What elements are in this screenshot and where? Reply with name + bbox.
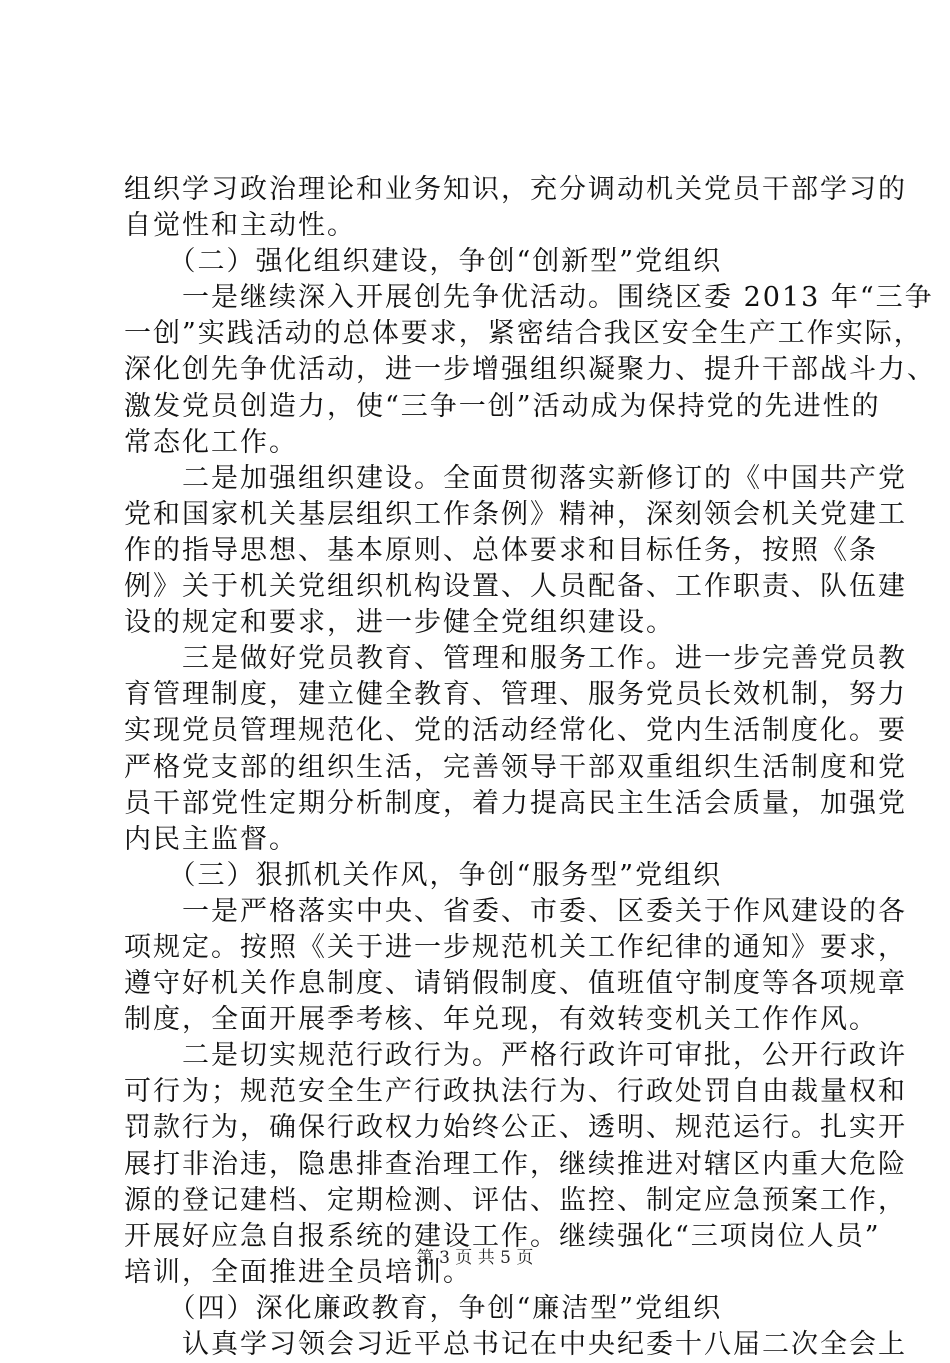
text-line: 源的登记建档、定期检测、评估、监控、制定应急预案工作，: [124, 1184, 907, 1216]
text-line: 一是继续深入开展创先争优活动。围绕区委 2013 年“三争: [124, 282, 934, 314]
text-line: 二是加强组织建设。全面贯彻落实新修订的《中国共产党: [124, 462, 907, 494]
text-line: 激发党员创造力，使“三争一创”活动成为保持党的先进性的: [124, 390, 881, 422]
text-line: 组织学习政治理论和业务知识，充分调动机关党员干部学习的: [124, 174, 907, 205]
text-line: 党和国家机关基层组织工作条例》精神，深刻领会机关党建工: [124, 498, 907, 530]
text-line: 制度，全面开展季考核、年兑现，有效转变机关工作作风。: [124, 1004, 878, 1036]
text-line: 三是做好党员教育、管理和服务工作。进一步完善党员教: [124, 643, 907, 675]
text-line: 可行为；规范安全生产行政执法行为、行政处罚自由裁量权和: [124, 1076, 907, 1108]
text-line: 开展好应急自报系统的建设工作。继续强化“三项岗位人员”: [124, 1220, 881, 1252]
text-line: 认真学习领会习近平总书记在中央纪委十八届二次全会上: [124, 1329, 907, 1360]
text-line: 一是严格落实中央、省委、市委、区委关于作风建设的各: [124, 895, 907, 927]
document-body: [124, 172, 936, 1363]
text-line: 培训，全面推进全员培训。: [124, 1256, 472, 1288]
text-line: 员干部党性定期分析制度，着力提高民主生活会质量，加强党: [124, 787, 907, 819]
section-heading: （二）强化组织建设，争创“创新型”党组织: [124, 246, 723, 278]
text-line: 展打非治违，隐患排查治理工作，继续推进对辖区内重大危险: [124, 1148, 907, 1180]
text-line: 内民主监督。: [124, 823, 298, 855]
section-heading: （三）狠抓机关作风，争创“服务型”党组织: [124, 859, 723, 891]
text-line: 二是切实规范行政行为。严格行政许可审批，公开行政许: [124, 1040, 907, 1072]
text-line: 项规定。按照《关于进一步规范机关工作纪律的通知》要求，: [124, 931, 907, 963]
text-line: 作的指导思想、基本原则、总体要求和目标任务，按照《条: [124, 534, 878, 566]
text-line: 例》关于机关党组织机构设置、人员配备、工作职责、队伍建: [124, 571, 907, 603]
section-heading: （四）深化廉政教育，争创“廉洁型”党组织: [124, 1292, 723, 1324]
page-footer: 第 3 页 共 5 页: [416, 1248, 534, 1268]
text-line: 严格党支部的组织生活，完善领导干部双重组织生活制度和党: [124, 751, 907, 783]
text-line: 实现党员管理规范化、党的活动经常化、党内生活制度化。要: [124, 715, 907, 747]
text-line: 自觉性和主动性。: [124, 210, 356, 242]
text-line: 设的规定和要求，进一步健全党组织建设。: [124, 607, 675, 639]
text-line: 遵守好机关作息制度、请销假制度、值班值守制度等各项规章: [124, 968, 907, 1000]
text-line: 育管理制度，建立健全教育、管理、服务党员长效机制，努力: [124, 679, 907, 711]
text-line: 常态化工作。: [124, 426, 298, 458]
text-line: 深化创先争优活动，进一步增强组织凝聚力、提升干部战斗力、: [124, 354, 936, 386]
text-line: 罚款行为，确保行政权力始终公正、透明、规范运行。扎实开: [124, 1112, 907, 1144]
text-line: 一创”实践活动的总体要求，紧密结合我区安全生产工作实际，: [124, 318, 923, 350]
